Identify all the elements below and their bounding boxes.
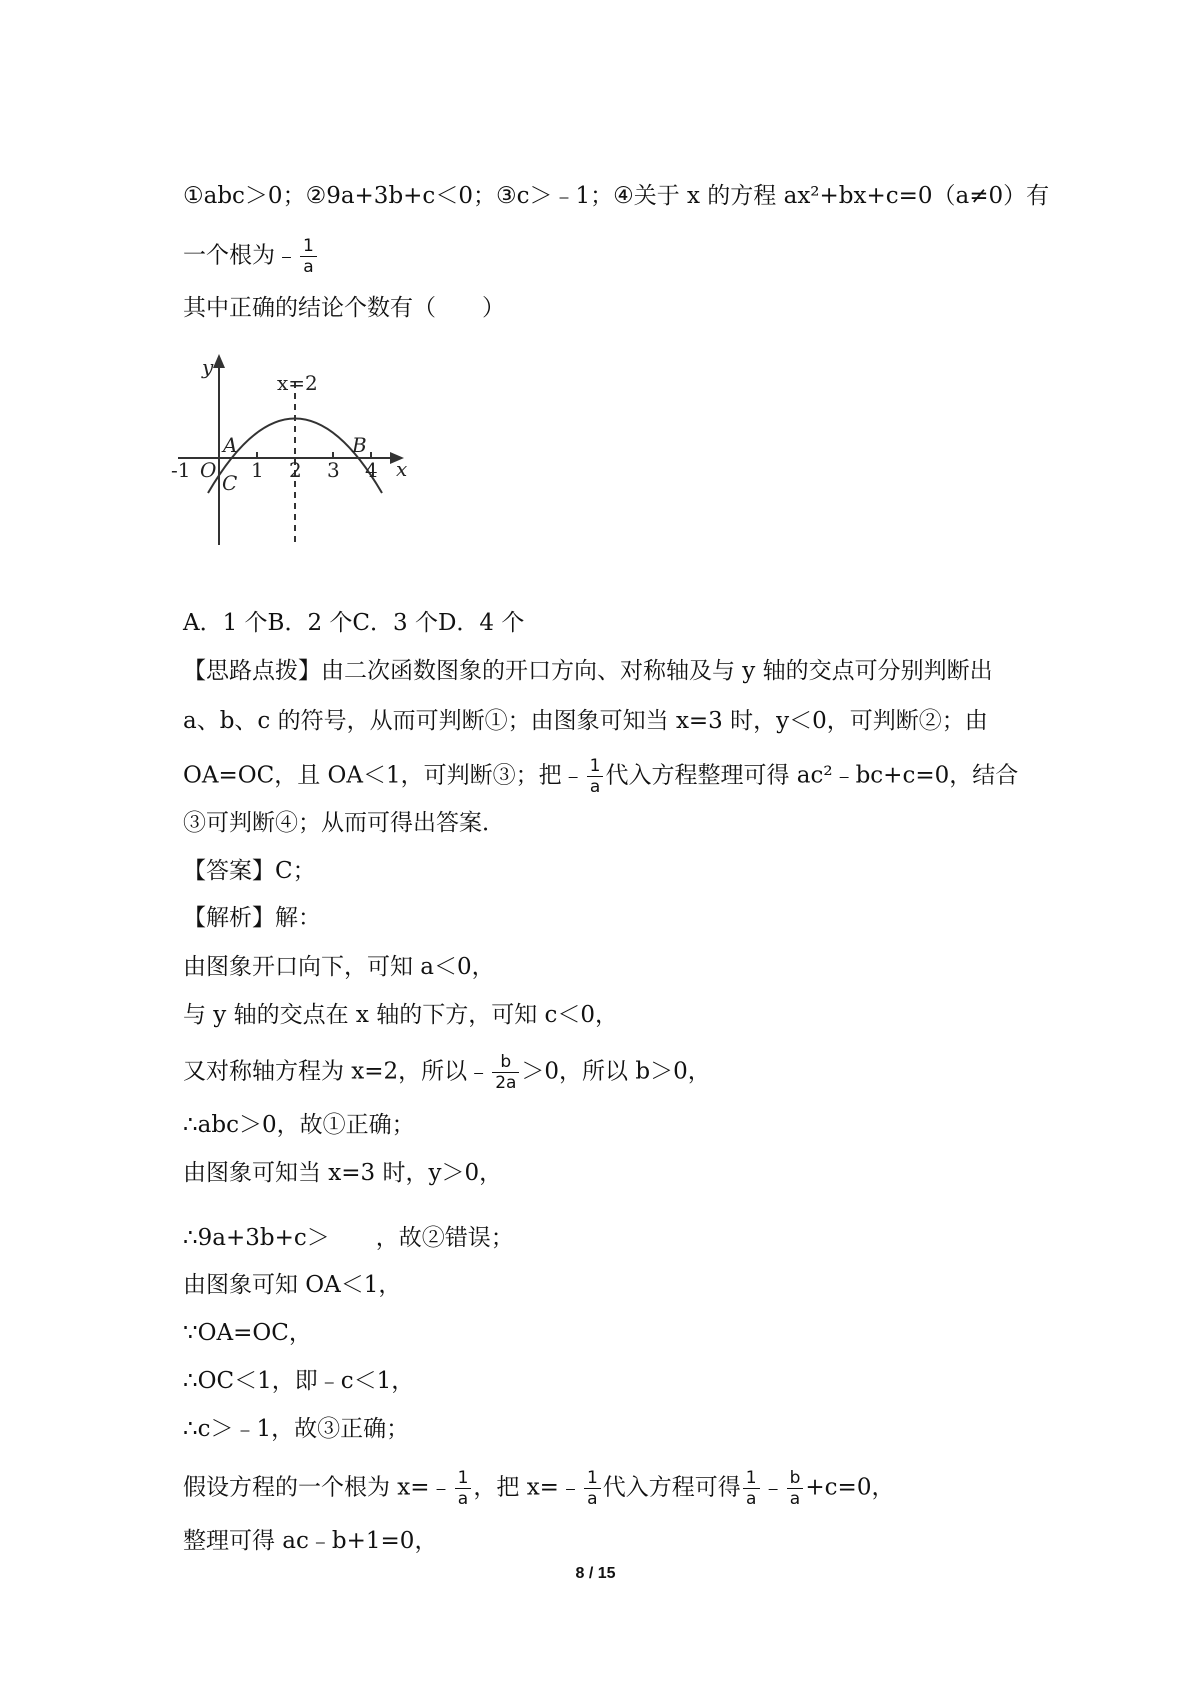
tick-label-4: 4: [365, 458, 378, 482]
fraction-numerator: 1: [743, 1468, 760, 1489]
analysis-line-3-text-a: 又对称轴方程为 x=2，所以﹣: [183, 1058, 491, 1085]
analysis-line-3: [183, 1052, 711, 1093]
question-line-3: 其中正确的结论个数有（ ）: [183, 295, 505, 321]
analysis-line-11: [183, 1468, 894, 1509]
fraction-denominator: a: [303, 257, 314, 277]
fraction-denominator: a: [587, 1489, 598, 1509]
answer-options: A．1 个B．2 个C．3 个D．4 个: [183, 610, 525, 636]
analysis-line-6: ∴9a+3b+c＞ ，故②错误；: [183, 1225, 514, 1251]
fraction-numerator: 1: [300, 236, 317, 257]
label-symmetry-axis: x=2: [277, 371, 318, 395]
fraction-1-over-a: [743, 1468, 760, 1509]
analysis-line-11-text-d: ﹣: [761, 1474, 785, 1501]
fraction-numerator: 1: [584, 1468, 601, 1489]
analysis-line-11-text-b: ，把 x=﹣: [473, 1474, 582, 1501]
fraction-1-over-a: [587, 756, 604, 797]
hint-line-3: [183, 756, 1018, 797]
analysis-line-12: 整理可得 ac﹣b+1=0，: [183, 1528, 438, 1554]
y-axis-arrow: [213, 354, 225, 368]
fraction-b-over-2a: [492, 1052, 519, 1093]
analysis-line-5: 由图象可知当 x=3 时，y＞0，: [183, 1160, 503, 1186]
fraction-denominator: a: [789, 1489, 801, 1509]
analysis-line-10: ∴c＞﹣1，故③正确；: [183, 1416, 410, 1442]
fraction-b-over-a: [787, 1468, 804, 1509]
fraction-1-over-a: [455, 1468, 472, 1509]
question-line-1: ①abc＞0；②9a+3b+c＜0；③c＞﹣1；④关于 x 的方程 ax²+bx+c=0（a≠0）有: [183, 183, 1050, 209]
label-point-b: B: [352, 433, 367, 457]
fraction-denominator: 2a: [495, 1073, 517, 1093]
analysis-line-9: ∴OC＜1，即﹣c＜1，: [183, 1368, 415, 1394]
label-point-c: C: [222, 471, 238, 495]
analysis-line-11-text-e: +c=0，: [805, 1474, 895, 1501]
analysis-line-8: ∵OA=OC，: [183, 1320, 312, 1346]
analysis-line-11-text-a: 假设方程的一个根为 x=﹣: [183, 1474, 453, 1501]
analysis-line-1: 由图象开口向下，可知 a＜0，: [183, 954, 495, 980]
question-line-2-text: 一个根为﹣: [183, 242, 298, 269]
label-y: y: [202, 355, 214, 379]
hint-line-1: 【思路点拨】由二次函数图象的开口方向、对称轴及与 y 轴的交点可分别判断出: [183, 658, 993, 684]
tick-label-3: 3: [327, 458, 340, 482]
hint-line-3-text-a: OA=OC，且 OA＜1，可判断③；把﹣: [183, 762, 585, 789]
question-line-2: [183, 236, 319, 277]
page-number: 8 / 15: [575, 1565, 616, 1582]
tick-label-1: 1: [251, 458, 264, 482]
fraction-denominator: a: [745, 1489, 757, 1509]
label-point-a: A: [223, 433, 238, 457]
fraction-denominator: a: [589, 777, 601, 797]
tick-label-2: 2: [289, 458, 302, 482]
analysis-line-4: ∴abc＞0，故①正确；: [183, 1112, 415, 1138]
fraction-1-over-a: [300, 236, 317, 277]
analysis-heading: 【解析】解：: [183, 905, 321, 931]
answer-line: 【答案】C；: [183, 858, 316, 884]
label-origin: O: [200, 458, 217, 482]
analysis-line-11-text-c: 代入方程可得: [602, 1474, 741, 1501]
analysis-line-2: 与 y 轴的交点在 x 轴的下方，可知 c＜0，: [183, 1002, 619, 1028]
fraction-numerator: b: [492, 1052, 519, 1073]
fraction-denominator: a: [457, 1489, 469, 1509]
fraction-1-over-a: [584, 1468, 601, 1509]
fraction-numerator: 1: [587, 756, 604, 777]
hint-line-2: a、b、c 的符号，从而可判断①；由图象可知当 x=3 时，y＜0，可判断②；由: [183, 708, 988, 734]
fraction-numerator: 1: [455, 1468, 472, 1489]
label-x: x: [396, 457, 408, 481]
analysis-line-7: 由图象可知 OA＜1，: [183, 1272, 402, 1298]
hint-line-4: ③可判断④；从而可得出答案．: [183, 810, 505, 836]
parabola-graph: [171, 350, 418, 550]
hint-line-3-text-b: 代入方程整理可得 ac²﹣bc+c=0，结合: [605, 762, 1019, 789]
fraction-numerator: b: [787, 1468, 804, 1489]
analysis-line-3-text-b: ＞0，所以 b＞0，: [521, 1058, 711, 1085]
tick-label-minus1: -1: [171, 458, 191, 482]
